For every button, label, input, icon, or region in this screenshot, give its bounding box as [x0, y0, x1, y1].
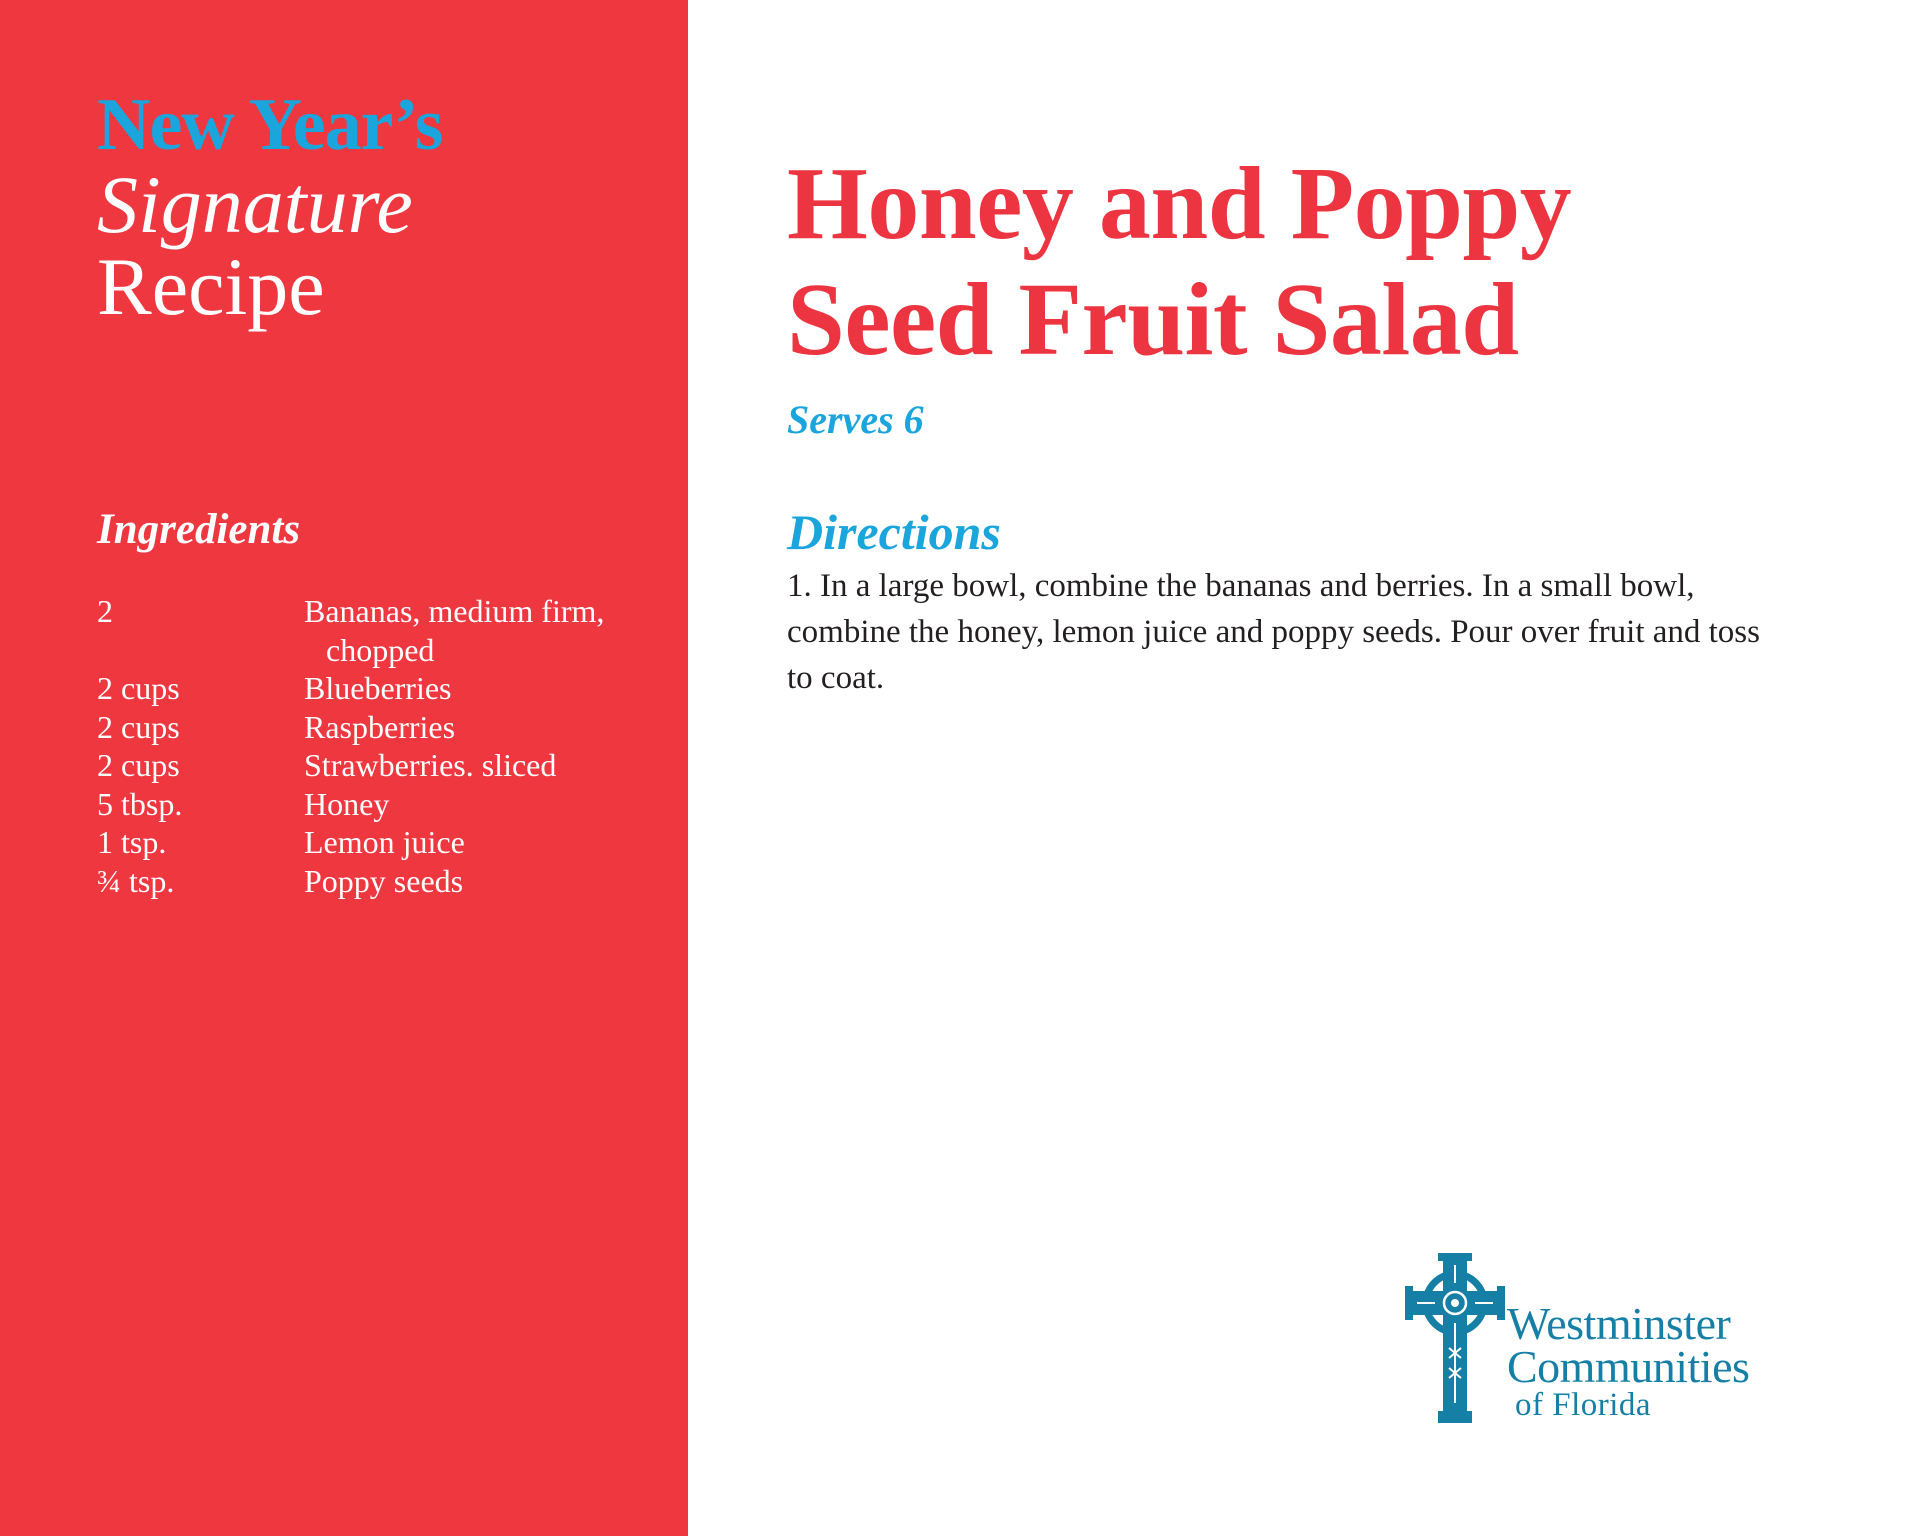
ingredient-name: Strawberries. sliced	[304, 747, 557, 783]
brand-title-line3: Recipe	[97, 241, 325, 332]
ingredient-row	[97, 669, 657, 708]
ingredient-row	[97, 708, 657, 747]
ingredient-row	[97, 592, 657, 669]
directions-heading: Directions	[787, 504, 1001, 560]
ingredient-row	[97, 823, 657, 862]
logo-text-line3: of Florida	[1515, 1387, 1652, 1423]
recipe-title	[787, 146, 1837, 378]
serves-label: Serves 6	[787, 397, 924, 442]
ingredient-quantity: 2 cups	[97, 747, 180, 783]
ingredient-name: Blueberries	[304, 670, 452, 706]
ingredient-name: Raspberries	[304, 708, 456, 745]
ingredient-name: Bananas, medium firm, chopped	[304, 593, 605, 668]
celtic-cross-icon	[1405, 1253, 1505, 1423]
ingredient-quantity: 2 cups	[97, 708, 180, 745]
left-panel	[0, 0, 688, 1536]
ingredient-row	[97, 746, 657, 785]
brand-title-line2: Signature	[97, 159, 413, 250]
brand-title-line1: New Year’s	[97, 84, 443, 166]
recipe-title-line2: Seed Fruit Salad	[787, 262, 1519, 377]
ingredients-heading: Ingredients	[97, 506, 301, 553]
westminster-logo	[1405, 1253, 1825, 1423]
ingredient-name: Lemon juice	[304, 824, 465, 860]
logo-text-line1: Westminster	[1507, 1298, 1731, 1349]
ingredient-quantity: 5 tbsp.	[97, 785, 183, 822]
ingredient-name: Honey	[304, 785, 390, 822]
directions-text: 1. In a large bowl, combine the bananas and berries. In a small bowl, combine the honey, lemon juice and poppy seeds. Pour over fruit and toss to coat.	[787, 568, 1760, 696]
ingredient-quantity: 1 tsp.	[97, 824, 167, 860]
ingredient-list	[97, 592, 657, 900]
recipe-title-line1: Honey and Poppy	[787, 146, 1572, 261]
ingredient-name: Poppy seeds	[304, 862, 464, 899]
logo-text-line2: Communities	[1507, 1341, 1750, 1392]
ingredient-quantity: ¾ tsp.	[97, 862, 175, 899]
ingredient-row	[97, 785, 657, 824]
ingredient-quantity: 2	[97, 593, 113, 629]
ingredient-row	[97, 862, 657, 901]
ingredient-quantity: 2 cups	[97, 670, 180, 706]
brand-title	[97, 84, 443, 332]
